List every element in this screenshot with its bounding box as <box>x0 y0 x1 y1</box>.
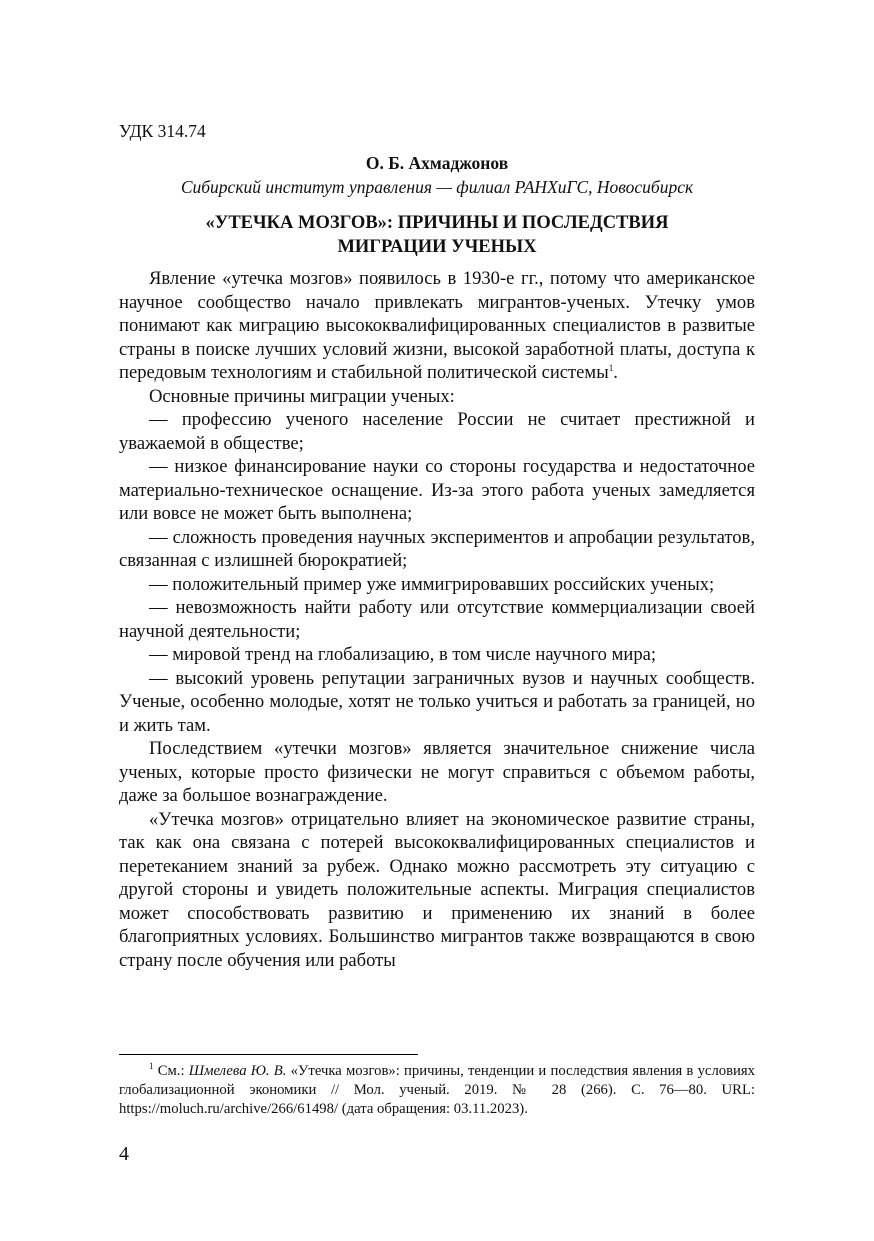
list-item: — положительный пример уже иммигрировавших российских ученых; <box>149 573 715 595</box>
paragraph: Основные причины миграции ученых: <box>149 385 455 407</box>
list-item: — низкое финансирование науки со стороны государства и недостаточное материально-техническое оснащение. Из-за этого работа ученых замедляется или вовсе не может быть выполнена; <box>119 456 755 524</box>
paragraph-text: Явление «утечка мозгов» появилось в 1930-е гг., потому что американское научное сообщество начало привлекать мигрантов-ученых. Утечку умов понимают как миграцию высококвалифицированных специалистов в развитые страны в поиске лучших условий жизни, высокой заработной платы, доступа к передовым технологиям и стабильной политической системы <box>119 268 755 383</box>
footnote-divider <box>119 1054 418 1055</box>
footnote-text: «Утечка мозгов»: причины, тенденции и последствия явления в условиях глобализационной экономики // Мол. ученый. 2019. № 28 (266). С. 76—80. URL: https://moluch.ru/archive/266/61498/ (дата обращения: 03.11.2023). <box>119 1063 756 1117</box>
author-name: О. Б. Ахмаджонов <box>365 153 509 173</box>
paragraph: «Утечка мозгов» отрицательно влияет на экономическое развитие страны, так как она связана с потерей высококвалифицированных специалистов и перетеканием знаний за рубеж. Однако можно рассмотреть эту ситуацию с другой стороны и увидеть положительные аспекты. Миграция специалистов может способствовать развитию и применению их знаний в более благоприятных условиях. Большинство мигрантов также возвращаются в свою страну после обучения или работы <box>119 808 755 971</box>
list-item: — невозможность найти работу или отсутствие коммерциализации своей научной деятельности; <box>119 597 755 642</box>
paragraph <box>119 267 755 385</box>
title-line-2: МИГРАЦИИ УЧЕНЫХ <box>337 237 537 257</box>
author-affiliation: Сибирский институт управления — филиал РАНХиГС, Новосибирск <box>180 177 694 197</box>
title-line-1: «УТЕЧКА МОЗГОВ»: ПРИЧИНЫ И ПОСЛЕДСТВИЯ <box>205 213 669 233</box>
footnote-mark: 1 <box>149 1061 154 1072</box>
footnote-prefix: См.: <box>153 1063 189 1079</box>
article-body <box>119 267 755 972</box>
udk-code: УДК 314.74 <box>119 121 206 141</box>
list-item: — профессию ученого население России не считает престижной и уважаемой в обществе; <box>119 409 755 454</box>
list-item: — высокий уровень репутации заграничных вузов и научных сообществ. Ученые, особенно молодые, хотят не только учиться и работать за границей, но и жить там. <box>119 667 755 736</box>
paragraph: Последствием «утечки мозгов» является значительное снижение числа ученых, которые просто физически не могут справиться с объемом работы, даже за большое вознаграждение. <box>119 738 755 806</box>
paragraph-end: . <box>613 362 618 383</box>
list-item: — сложность проведения научных экспериментов и апробации результатов, связанная с излишней бюрократией; <box>119 526 755 571</box>
footnote <box>119 1062 755 1119</box>
page-number: 4 <box>119 1143 129 1165</box>
footnote-reference: 1 <box>608 362 614 373</box>
article-title <box>119 211 755 259</box>
list-item: — мировой тренд на глобализацию, в том числе научного мира; <box>149 644 657 665</box>
footnote-author: Шмелева Ю. В. <box>188 1063 287 1079</box>
